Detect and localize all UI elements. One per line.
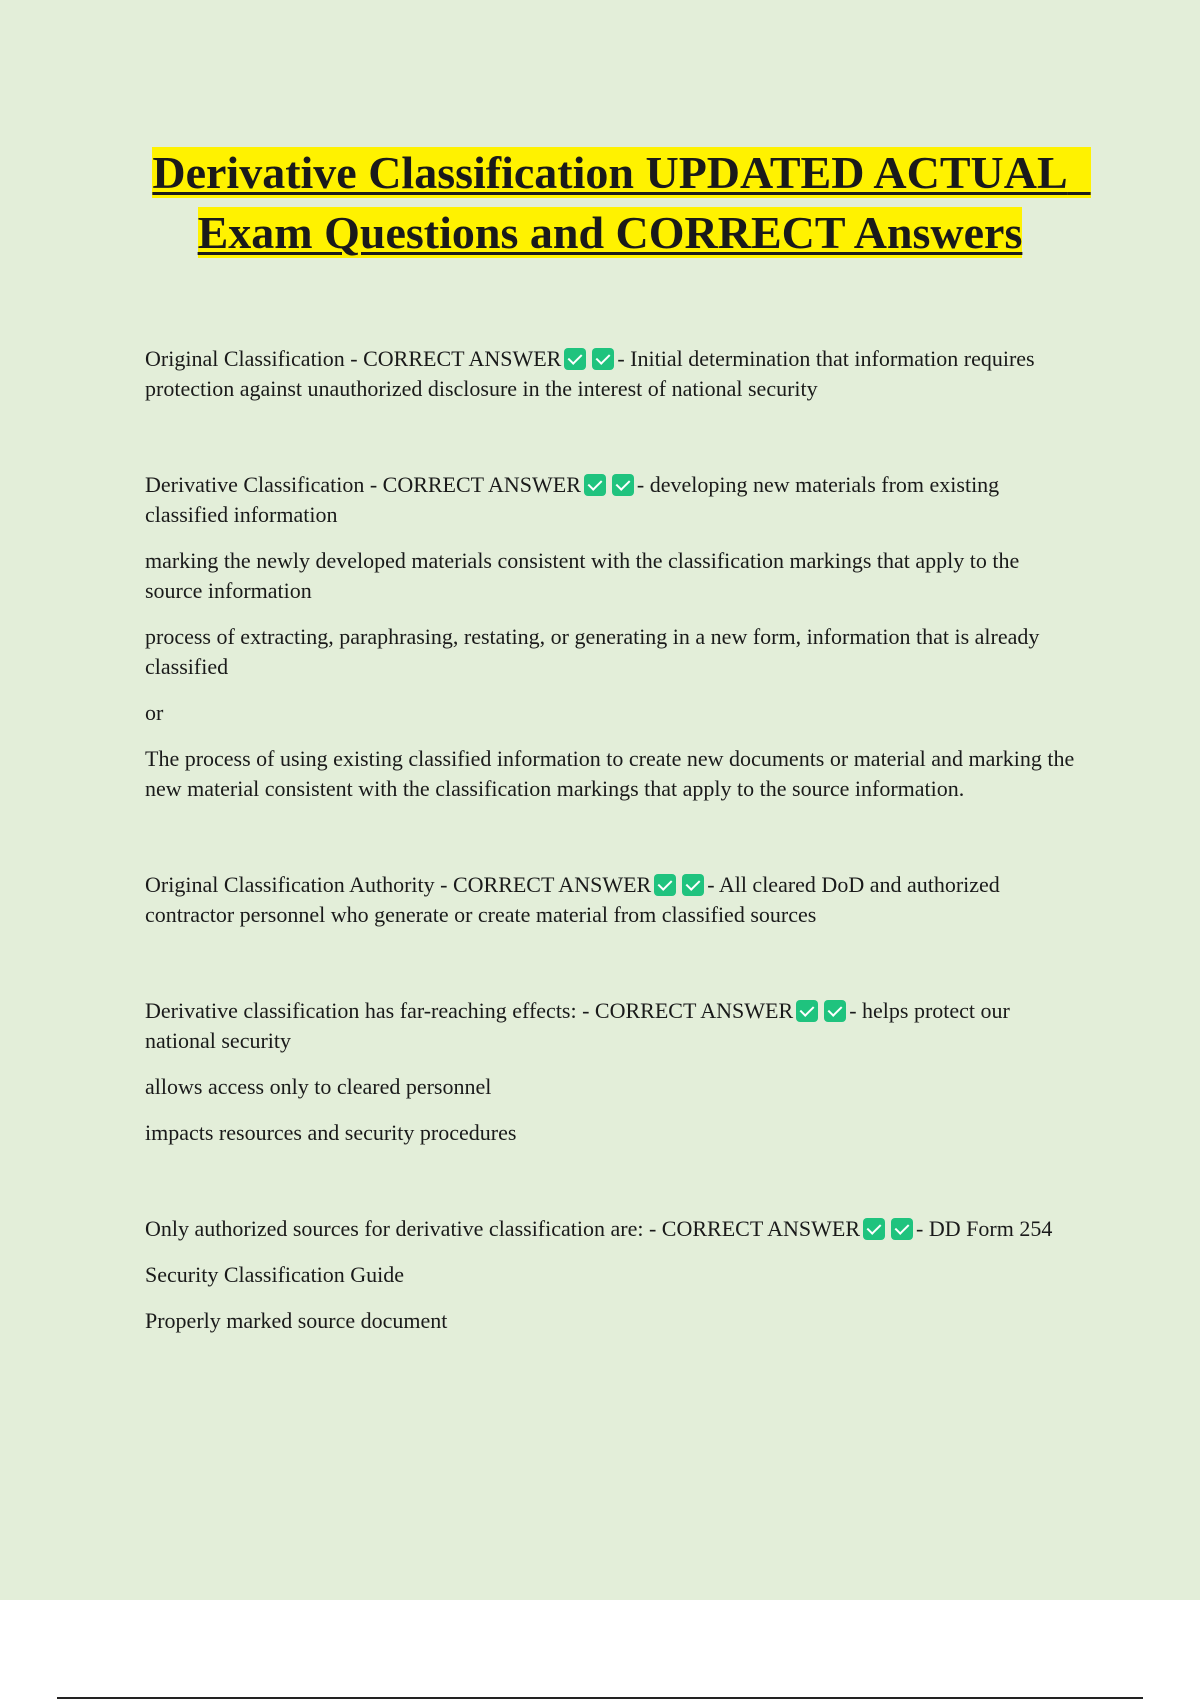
check-mark-icon: [796, 1000, 818, 1022]
check-mark-icon: [654, 874, 676, 896]
check-mark-icon: [612, 474, 634, 496]
check-mark-icon: [863, 1218, 885, 1240]
qa-question-line: [145, 870, 1075, 930]
check-mark-icon: [824, 1000, 846, 1022]
check-mark-icon: [564, 348, 586, 370]
qa-question-line: [145, 1214, 1075, 1244]
qa-entry: [145, 344, 1075, 404]
qa-term: Original Classification Authority - CORRECT ANSWER: [145, 872, 652, 897]
qa-answer-paragraph: Security Classification Guide: [145, 1262, 405, 1287]
qa-answer: - DD Form 254: [916, 1216, 1053, 1241]
qa-entry: [145, 470, 1075, 804]
qa-term: Only authorized sources for derivative classification are: - CORRECT ANSWER: [145, 1216, 861, 1241]
footer-divider: [57, 1697, 1143, 1699]
qa-answer: - All cleared DoD and authorized contractor personnel who generate or create material from classified sources: [145, 872, 1000, 927]
qa-list: [145, 344, 1075, 1402]
qa-term: Derivative classification has far-reaching effects: - CORRECT ANSWER: [145, 998, 794, 1023]
qa-answer: - Initial determination that information requires protection against unauthorized disclosure in the interest of national security: [145, 346, 1035, 401]
document-title: [150, 143, 1091, 263]
qa-answer-paragraph: marking the newly developed materials consistent with the classification markings that apply to the source information: [145, 548, 1020, 603]
qa-answer-paragraph: process of extracting, paraphrasing, restating, or generating in a new form, information that is already classified: [145, 624, 1040, 679]
qa-term: Original Classification - CORRECT ANSWER: [145, 346, 562, 371]
qa-answer: - developing new materials from existing classified information: [145, 472, 1000, 527]
check-mark-icon: [682, 874, 704, 896]
qa-question-line: [145, 470, 1075, 530]
qa-entry: [145, 1214, 1075, 1336]
qa-term: Derivative Classification - CORRECT ANSWER: [145, 472, 581, 497]
qa-question-line: [145, 344, 1075, 404]
check-mark-icon: [584, 474, 606, 496]
qa-answer-paragraph: or: [145, 700, 164, 725]
qa-answer-paragraph: allows access only to cleared personnel: [145, 1074, 492, 1099]
qa-entry: [145, 996, 1075, 1148]
qa-entry: [145, 870, 1075, 930]
qa-answer-paragraph: Properly marked source document: [145, 1308, 448, 1333]
document-title-text: Derivative Classification UPDATED ACTUAL Exam Questions and CORRECT Answers: [152, 147, 1091, 258]
check-mark-icon: [891, 1218, 913, 1240]
qa-answer: - helps protect our national security: [145, 998, 1010, 1053]
qa-answer-paragraph: impacts resources and security procedures: [145, 1120, 517, 1145]
qa-answer-paragraph: The process of using existing classified information to create new documents or material and marking the new material consistent with the classification markings that apply to the source information.: [145, 746, 1075, 801]
qa-question-line: [145, 996, 1075, 1056]
check-mark-icon: [592, 348, 614, 370]
